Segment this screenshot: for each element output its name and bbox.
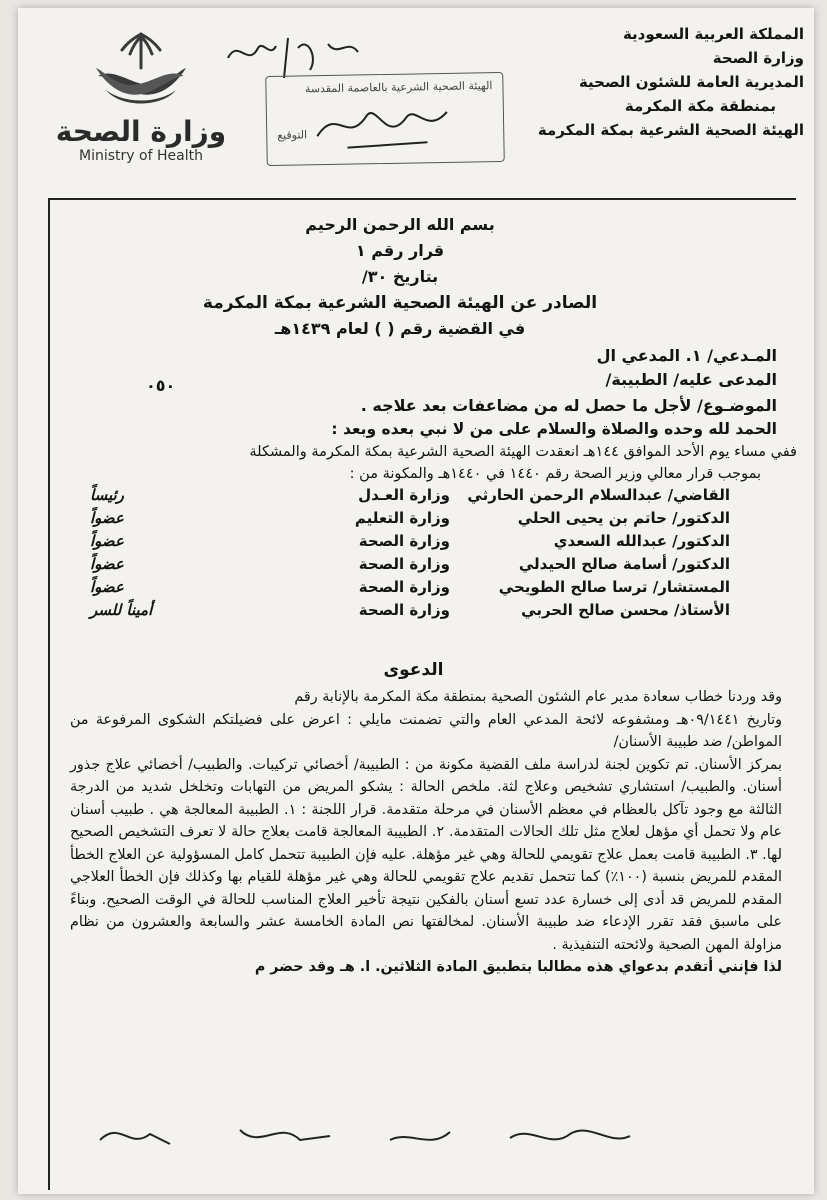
member-name: المستشار/ ترسا صالح الطويحي	[498, 578, 730, 596]
member-name: الأستاذ/ محسن صالح الحربي	[521, 601, 730, 619]
member-org: وزارة الصحة	[358, 578, 450, 596]
member-role: عضواً	[90, 555, 124, 573]
session-line: ففي مساء يوم الأحد الموافق ١٤٤هـ انعقدت الهيئة الصحية الشرعية بمكة المكرمة والمشكلة	[249, 444, 797, 460]
formation-line: بموجب قرار معالي وزير الصحة رقم ١٤٤٠ في ١٤٤٠هـ والمكونة من :	[349, 466, 761, 482]
praise-line: الحمد لله وحده والصلاة والسلام على من لا نبي بعده وبعد :	[331, 420, 777, 438]
dawa-paragraph: وتاريخ ٠٩/١٤٤١هـ ومشفوعه لائحة المدعي العام والتي تضمنت مايلي : اعرض على فضيلتكم الشكوى المرفوعة من المواطن/ ضد طبيبة الأسنان/	[70, 711, 782, 750]
member-org: وزارة الصحة	[358, 555, 450, 573]
decision-number: قرار رقم ١	[355, 241, 445, 260]
issuer: الصادر عن الهيئة الصحية الشرعية بمكة المكرمة	[202, 293, 598, 313]
member-role: عضواً	[90, 578, 124, 596]
dawa-paragraph: لذا فإنني أتقدم بدعواي هذه مطالبا بتطبيق المادة الثلاثين. ا. هـ وقد حضر م	[254, 959, 782, 975]
dawa-paragraph: وقد وردنا خطاب سعادة مدير عام الشئون الصحية بمنطقة مكة المكرمة بالإنابة رقم	[294, 689, 782, 705]
kingdom-name: المملكة العربية السعودية	[622, 25, 804, 43]
member-row	[90, 601, 730, 624]
section-title-dawa: الدعوى	[383, 660, 444, 680]
member-row	[90, 555, 730, 578]
member-org: وزارة العـدل	[358, 486, 450, 504]
member-role: عضواً	[90, 509, 124, 527]
member-role: عضواً	[90, 532, 124, 550]
member-name: القاضي/ عبدالسلام الرحمن الحارثي	[467, 486, 730, 504]
basmala: بسم الله الرحمن الرحيم	[305, 215, 495, 234]
member-org: وزارة التعليم	[354, 509, 450, 527]
member-role: أميناً للسر	[90, 601, 153, 619]
member-row	[90, 532, 730, 555]
stamp-text: الهيئة الصحية الشرعية بالعاصمة المقدسة	[304, 79, 493, 96]
decision-date: بتاريخ ٣٠/	[361, 267, 439, 286]
palm-swords-logo-icon	[76, 28, 206, 113]
logo-english-name: Ministry of Health	[79, 148, 203, 164]
subject-line: الموضـوع/ لأجل ما حصل له من مضاعفات بعد علاجه .	[360, 396, 777, 415]
member-role: رئيساً	[90, 486, 124, 504]
region-name: بمنطقة مكة المكرمة	[624, 97, 776, 115]
title-block	[120, 212, 680, 342]
letterhead	[504, 22, 804, 142]
number-fragment: ٠٥٠	[146, 376, 176, 395]
defendant-line: المدعى عليه/ الطبيبة/	[605, 370, 777, 389]
official-stamp	[265, 72, 505, 166]
member-org: وزارة الصحة	[358, 601, 450, 619]
ministry-name: وزارة الصحة	[712, 49, 804, 67]
moh-logo	[46, 28, 236, 178]
case-number: في القضية رقم ( ) لعام ١٤٣٩هـ	[274, 319, 526, 338]
bottom-signatures-icon	[90, 1110, 690, 1170]
member-name: الدكتور/ عبدالله السعدي	[553, 532, 730, 550]
directorate-name: المديرية العامة للشئون الصحية	[578, 73, 804, 91]
member-org: وزارة الصحة	[358, 532, 450, 550]
signature-scribble-icon	[307, 94, 458, 157]
committee-name: الهيئة الصحية الشرعية بمكة المكرمة	[537, 121, 804, 139]
logo-arabic-name: وزارة الصحة	[55, 115, 227, 148]
member-row	[90, 509, 730, 532]
dawa-paragraph: بمركز الأسنان. تم تكوين لجنة لدراسة ملف القضية مكونة من : الطبيبة/ أخصائي تركيبات. والطبيب/ أخصائي علاج جذور أسنان. والطبيب/ استشاري تشخيص وعلاج لثة. ملخص الحالة : يشكو المريض من التهابات وتخلخل شديد من الدرجة الثالثة مع وجود تآكل بالعظام في معظم الأسنان في مرحلة متقدمة. قرار اللجنة : ١. الطبيبة المعالجة هي . طبيب أسنان عام ولا تحمل أي مؤهل لعلاج مثل تلك الحالات المتقدمة. ٢. الطبيبة المعالجة قامت بعلاج حالة لا تعرف التشخيص الصحيح لها. ٣. الطبيبة قامت بعمل علاج تقويمي للحالة وهي غير مؤهلة. عليه فإن الطبيبة تتحمل كامل المسؤولية عن العلاج الخطأ المقدم للمريض بنسبة (١٠٠٪) كما تتحمل تقديم علاج تقويمي للحالة وهي غير مؤهلة للقيام بها وكذلك فإن الخطأ العلاجي المقدم للمريض قد أدى إلى خسارة عدد تسع أسنان بالفكين نتيجة تأخير العلاج المناسب للحالة في الوقت الصحيح. وبناءً على ماسبق فقد تقرر الإدعاء ضد طبيبة الأسنان. لمخالفتها نص المادة الخامسة عشر والسابعة والعشرون من نظام مزاولة المهن الصحية ولائحته التنفيذية .	[70, 756, 782, 953]
member-row	[90, 486, 730, 509]
member-name: الدكتور/ حاتم بن يحيى الحلي	[517, 509, 730, 527]
member-row	[90, 578, 730, 601]
committee-members	[90, 486, 730, 624]
plaintiff-line: المـدعي/ ١. المدعي ال	[596, 346, 777, 365]
stamp-sign-label: التوقيع	[277, 128, 308, 142]
member-name: الدكتور/ أسامة صالح الحيدلي	[518, 555, 730, 573]
dawa-body	[70, 686, 782, 979]
